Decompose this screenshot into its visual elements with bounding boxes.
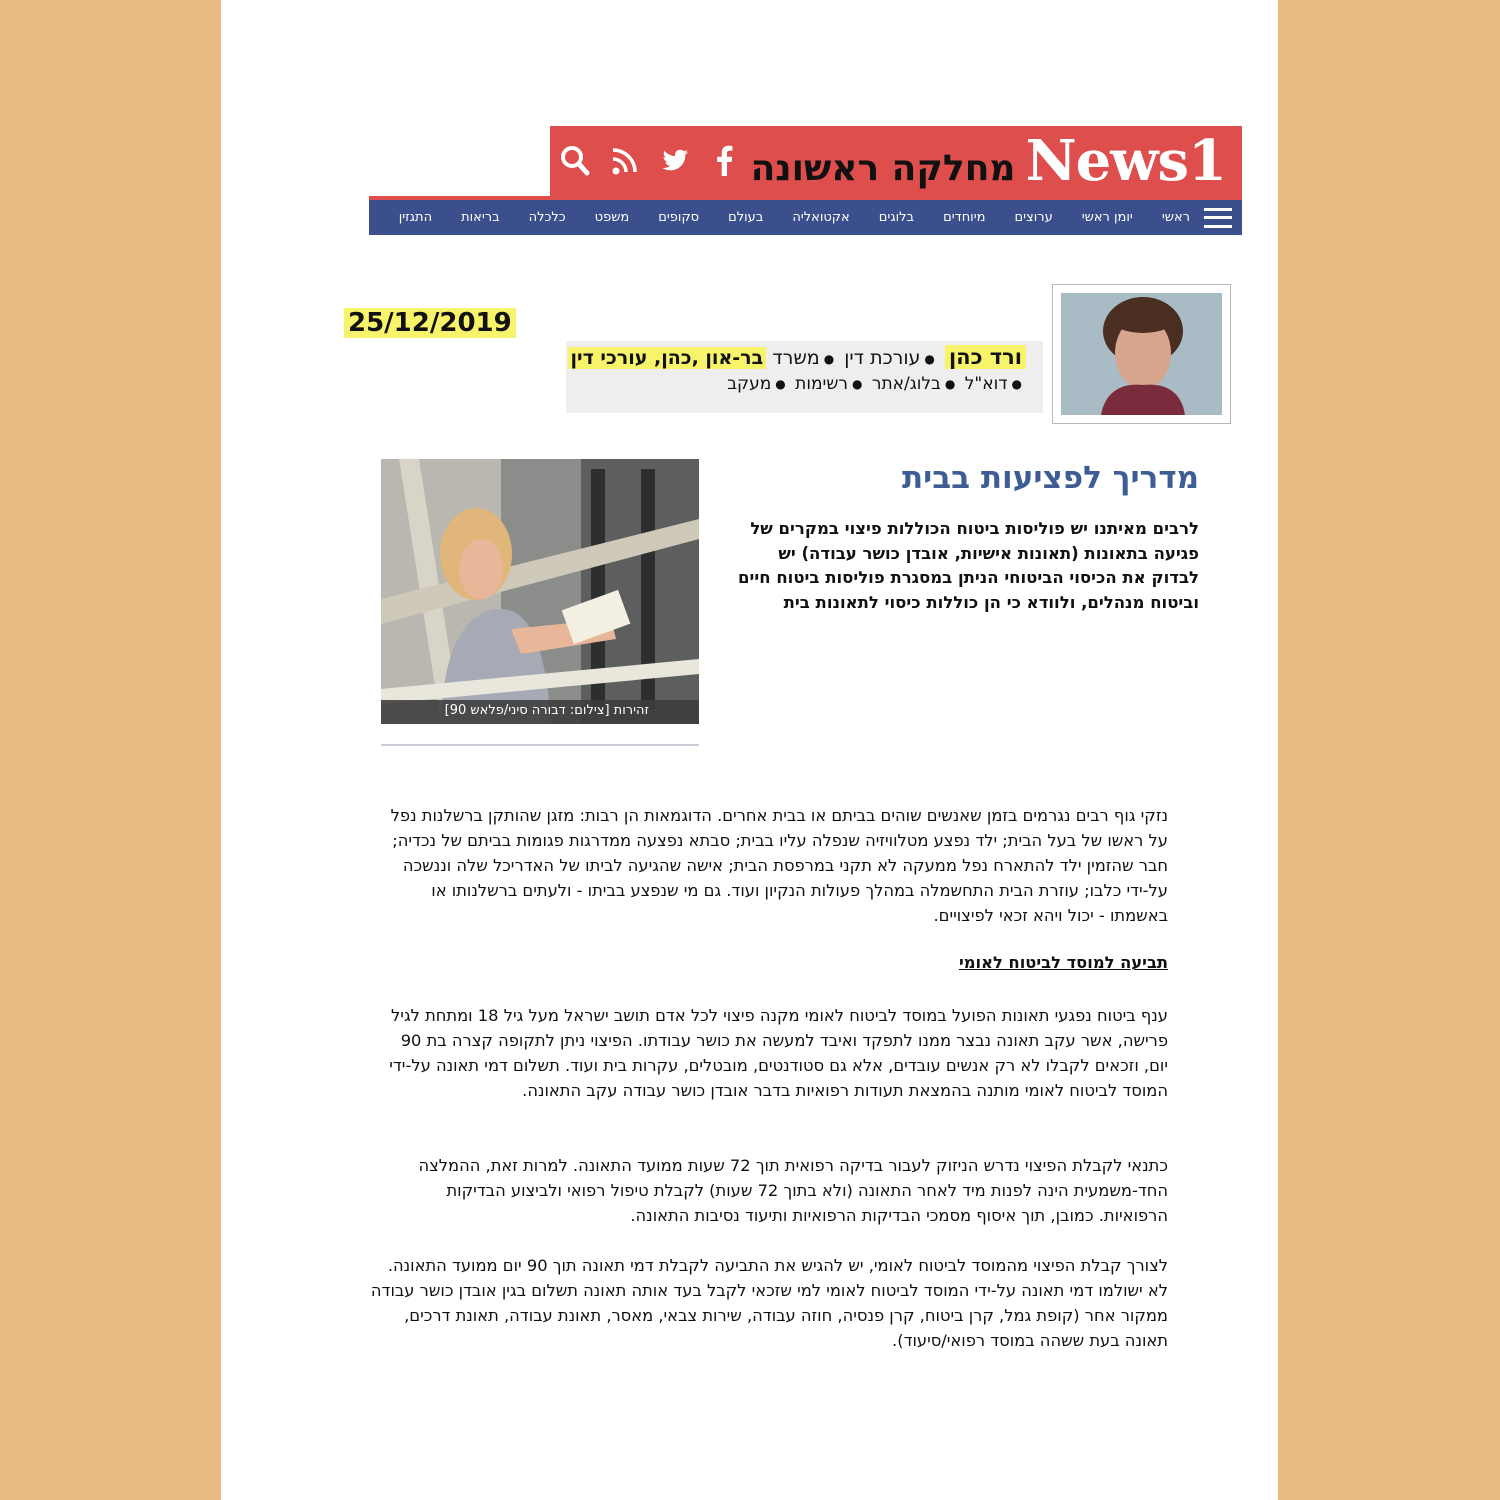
nav-item-home[interactable]: ראשי [1161, 210, 1190, 225]
publish-date: 25/12/2019 [344, 308, 516, 338]
author-byline: ורד כהן ●עורכת דין ●משרד בר-און ,כהן, עורכי דין [568, 345, 1026, 369]
nav-item-scoops[interactable]: סקופים [658, 210, 700, 225]
facebook-icon[interactable] [710, 142, 740, 178]
paragraph-4: לצורך קבלת הפיצוי מהמוסד לביטוח לאומי, יש להגיש את התביעה לקבלת דמי תאונה תוך 90 יום ממועד התאונה. לא ישולמו דמי תאונה על-ידי המוסד לביטוח לאומי למי שזכאי לקבל בעד אותה תאונה תשלום בגין אובדן כושר עבודה ממקור אחר (קופת גמל, קרן ביטוח, קרן פנסיה, חוזה עבודה, שירות צבאי, מאסר, תאונת עבודה, תאונת דרכים, תאונה בעת ששהה במוסד רפואי/סיעוד). [370, 1256, 1168, 1350]
brand-logo[interactable] [751, 128, 1226, 194]
site-banner [550, 126, 1242, 198]
search-icon[interactable] [560, 142, 590, 178]
article-title: מדריך לפציעות בבית [901, 460, 1199, 496]
social-icons [560, 142, 740, 178]
main-nav [369, 200, 1242, 235]
author-link-follow[interactable]: מעקב [727, 374, 772, 394]
author-photo [1052, 284, 1231, 424]
article-lead: לרבים מאיתנו יש פוליסות ביטוח הכוללות פיצוי במקרים של פגיעה בתאונות (תאונות אישיות, אובדן כושר עבודה) יש לבדוק את הכיסוי הביטוחי הניתן במסגרת פוליסות ביטוח חיים וביטוח מנהלים, ולוודא כי הן כוללות כיסוי לתאונות בית [738, 519, 1199, 612]
twitter-icon[interactable] [660, 142, 690, 178]
nav-item-economy[interactable]: כלכלה [528, 210, 566, 225]
brand-subtitle: מחלקה ראשונה [750, 148, 1016, 189]
nav-item-law[interactable]: משפט [594, 210, 630, 225]
nav-item-world[interactable]: בעולם [728, 210, 764, 225]
rss-icon[interactable] [610, 142, 640, 178]
paragraph-1: נזקי גוף רבים נגרמים בזמן שאנשים שוהים בביתם או בבית אחרים. הדוגמאות הן רבות: מזגן שהותקן ברשלנות נפל על ראשו של בעל הבית; ילד נפצע מטלוויזיה שנפלה עליו בבית; סבתא נפצעה ממדרגות פגומות בביתם של נכדיה; חבר שהזמין ילד להתארח נפל ממעקה לא תקני במרפסת הבית; אישה שהגיעה לביתו של האדריכל שלה וננשכה על-ידי כלבו; עוזרת הבית התחשמלה במהלך פעולות הנקיון ועוד. גם מי שנפצע בביתו - ולעתים ברשלנותו או באשמתו - יכול ויהא זכאי לפיצויים. [390, 806, 1168, 925]
author-link-articles[interactable]: רשימות [795, 374, 848, 394]
nav-item-health[interactable]: בריאות [461, 210, 500, 225]
paragraph-3: כתנאי לקבלת הפיצוי נדרש הניזוק לעבור בדיקה רפואית תוך 72 שעות ממועד התאונה. למרות זאת, ההמלצה החד-משמעית הינה לפנות מיד לאחר התאונה (ולא בתוך 72 שעות) לקבלת טיפול רפואי ולביצוע הבדיקות הרפואיות. כמובן, תוך איסוף מסמכי הבדיקות הרפואיות ותיעוד נסיבות התאונה. [418, 1156, 1168, 1225]
firm-prefix: משרד [772, 347, 820, 369]
author-link-blog[interactable]: בלוג/אתר [871, 374, 941, 394]
nav-item-magazine[interactable]: התגזין [398, 210, 433, 225]
nav-item-daily[interactable]: יומן ראשי [1081, 210, 1133, 225]
brand-name: News1 [1025, 128, 1226, 194]
author-link-email[interactable]: דוא"ל [964, 374, 1008, 394]
author-firm: בר-און ,כהן, עורכי דין [568, 347, 767, 369]
author-links: ●דוא"ל ●בלוג/אתר ●רשימות ●מעקב [727, 374, 1022, 394]
photo-divider [381, 744, 699, 746]
paragraph-2: ענף ביטוח נפגעי תאונות הפועל במוסד לביטוח לאומי מקנה פיצוי לכל אדם תושב ישראל מעל גיל 18 ומתחת לגיל פרישה, אשר עקב תאונה נבצר ממנו לתפקד ואיבד למעשה את כושר עבודתו. הפיצוי ניתן לתקופה קצרה בת 90 יום, וזכאים לקבלו לא רק אנשים עובדים, אלא גם סטודנטים, מובטלים, עקרות בית ועוד. תשלום דמי תאונה על-ידי המוסד לביטוח לאומי מותנה בהמצאת תעודות רפואיות בדבר אובדן כושר עבודה עקב התאונה. [389, 1006, 1168, 1100]
author-role: עורכת דין [844, 347, 921, 369]
author-name[interactable]: ורד כהן [945, 345, 1026, 369]
nav-item-special[interactable]: מיוחדים [943, 210, 986, 225]
photo-caption: זהירות [צילום: דבורה סיני/פלאש 90] [381, 700, 699, 724]
subheading: תביעה למוסד לביטוח לאומי [958, 953, 1168, 972]
menu-icon[interactable] [1204, 208, 1232, 228]
nav-item-channels[interactable]: ערוצים [1014, 210, 1053, 225]
article-photo [381, 459, 699, 724]
nav-item-blogs[interactable]: בלוגים [878, 210, 915, 225]
nav-item-current[interactable]: אקטואליה [792, 210, 850, 225]
